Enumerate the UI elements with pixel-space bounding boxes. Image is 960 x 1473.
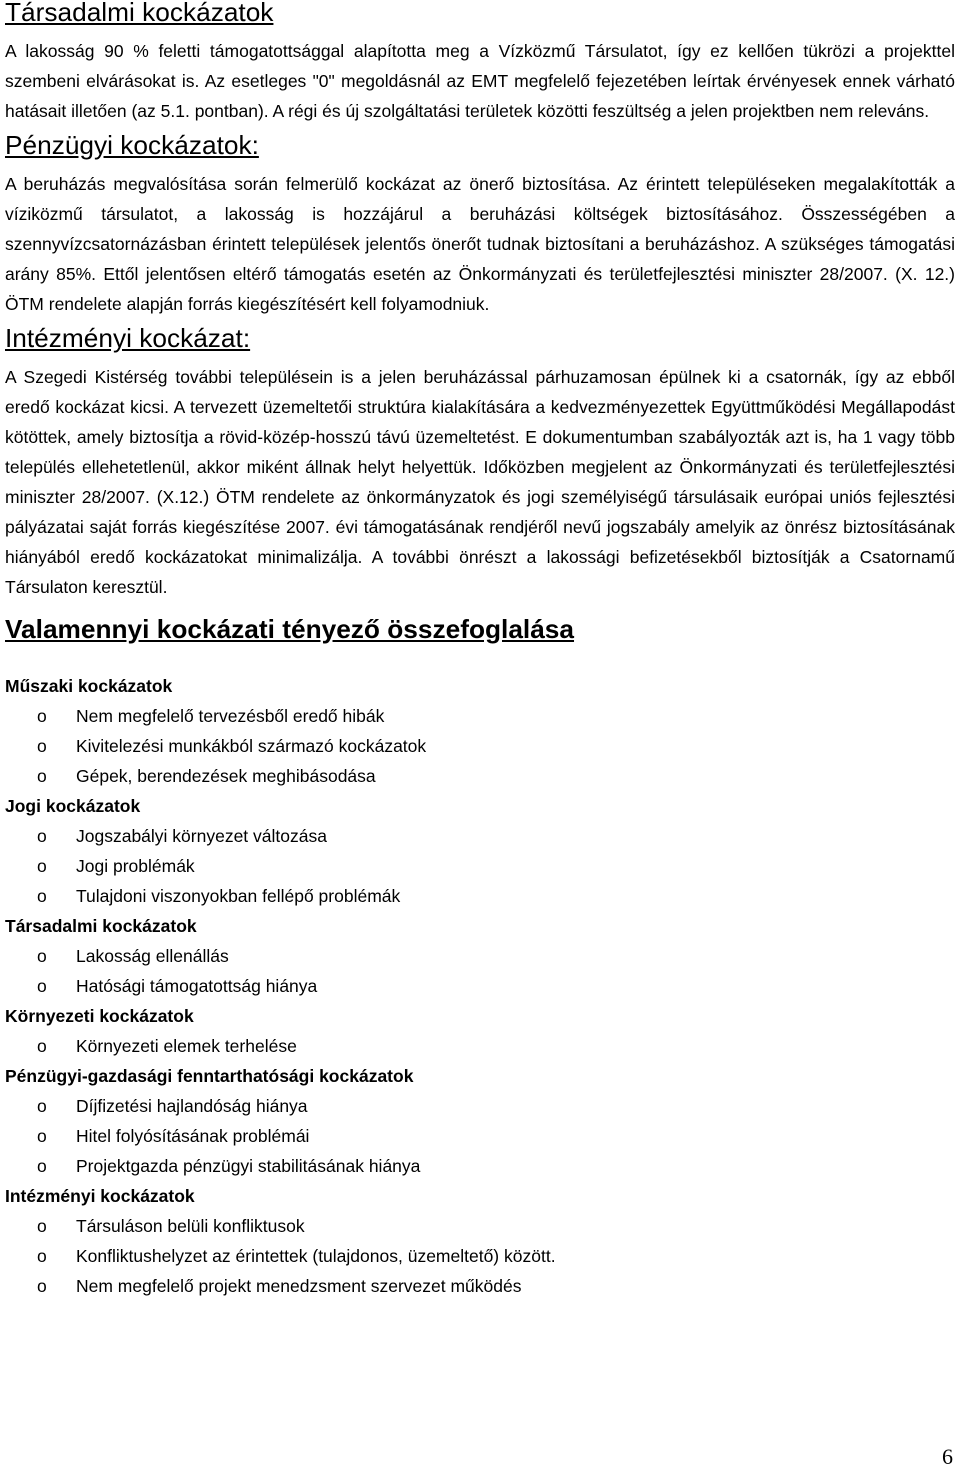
bullet-circle-icon: o [37, 1126, 47, 1146]
category-title: Társadalmi kockázatok [5, 916, 197, 936]
section-paragraph-financial-risks: A beruházás megvalósítása során felmerülő kockázat az önerő biztosítása. Az érintett településeken megalakították a víziközmű társulatot, a lakosság is hozzájárul a beruházási költségek biztosításához. Összességében a szennyvízcsatornázásban érintett települések jelentős önerőt tudnak biztosítani a beruházáshoz. A szükséges támogatási arány 85%. Ettől jelentősen eltérő támogatás esetén az Önkormányzati és területfejlesztési miniszter 28/2007. (X. 12.) ÖTM rendelete alapján forrás kiegészítésért kell folyamodniuk. [5, 174, 955, 314]
bullet-circle-icon: o [37, 886, 47, 906]
bullet-circle-icon: o [37, 1096, 47, 1116]
category-title: Környezeti kockázatok [5, 1006, 194, 1026]
list-item [5, 821, 955, 851]
list-item [5, 1091, 955, 1121]
list-item [5, 731, 955, 761]
document-page [5, 0, 955, 1301]
list-item-text: Gépek, berendezések meghibásodása [76, 766, 376, 786]
list-item-text: Konfliktushelyzet az érintettek (tulajdonos, üzemeltető) között. [76, 1246, 556, 1266]
bullet-circle-icon: o [37, 946, 47, 966]
category-items [5, 941, 955, 1001]
summary-list [5, 671, 955, 1301]
risk-category-financial-economic [5, 1061, 955, 1181]
risk-category-social [5, 911, 955, 1001]
list-item-text: Lakosság ellenállás [76, 946, 229, 966]
summary-title: Valamennyi kockázati tényező összefoglalása [5, 614, 575, 644]
risk-category-institutional [5, 1181, 955, 1301]
bullet-circle-icon: o [37, 1036, 47, 1056]
category-items [5, 1211, 955, 1301]
list-item [5, 1241, 955, 1271]
list-item-text: Társuláson belüli konfliktusok [76, 1216, 305, 1236]
list-item-text: Projektgazda pénzügyi stabilitásának hiánya [76, 1156, 421, 1176]
list-item-text: Jogi problémák [76, 856, 195, 876]
section-heading-financial-risks: Pénzügyi kockázatok: [5, 130, 259, 160]
list-item-text: Jogszabályi környezet változása [76, 826, 327, 846]
list-item-text: Környezeti elemek terhelése [76, 1036, 297, 1056]
category-items [5, 821, 955, 911]
section-heading-institutional-risk: Intézményi kockázat: [5, 323, 251, 353]
list-item [5, 701, 955, 731]
list-item-text: Kivitelezési munkákból származó kockázatok [76, 736, 427, 756]
category-title: Műszaki kockázatok [5, 676, 173, 696]
bullet-circle-icon: o [37, 976, 47, 996]
section-paragraph-social-risks: A lakosság 90 % feletti támogatottsággal alapította meg a Vízközmű Társulatot, így ez kellően tükrözi a projekttel szembeni elvárásokat is. Az esetleges "0" megoldásnál az EMT megfelelő fejezetében leírtak érvényesek ennek várható hatásait illetően (az 5.1. pontban). A régi és új szolgáltatási területek közötti feszültség a jelen projektben nem releváns. [5, 41, 955, 121]
list-item-text: Tulajdoni viszonyokban fellépő problémák [76, 886, 401, 906]
bullet-circle-icon: o [37, 1276, 47, 1296]
category-items [5, 1091, 955, 1181]
section-heading-social-risks: Társadalmi kockázatok [5, 0, 274, 27]
bullet-circle-icon: o [37, 1216, 47, 1236]
bullet-circle-icon: o [37, 706, 47, 726]
risk-category-environmental [5, 1001, 955, 1061]
list-item [5, 1211, 955, 1241]
list-item [5, 881, 955, 911]
section-paragraph-institutional-risk: A Szegedi Kistérség további településein is a jelen beruházással párhuzamosan épülnek ki a csatornák, így az ebből eredő kockázat kicsi. A tervezett üzemeltetői struktúra kialakítására a kedvezményezettek Együttműködési Megállapodást kötöttek, amely biztosítja a rövid-közép-hosszú távú üzemeltetést. E dokumentumban szabályozták azt is, ha 1 vagy több település ellehetetlenül, akkor miként állnak helyt helyettük. Időközben megjelent az Önkormányzati és területfejlesztési miniszter 28/2007. (X.12.) ÖTM rendelete az önkormányzatok és jogi személyiségű társulásaik európai uniós fejlesztési pályázatai saját forrás kiegészítése 2007. évi támogatásának rendjéről nevű jogszabály amelyik az önrész biztosításának hiányából eredő kockázatokat minimalizálja. A további önrészt a lakossági befizetésekből biztosítják a Csatornamű Társulaton keresztül. [5, 367, 955, 597]
page-number: 6 [942, 1444, 953, 1469]
list-item [5, 1031, 955, 1061]
bullet-circle-icon: o [37, 826, 47, 846]
bullet-circle-icon: o [37, 856, 47, 876]
list-item [5, 1121, 955, 1151]
category-items [5, 701, 955, 791]
bullet-circle-icon: o [37, 1246, 47, 1266]
category-title: Jogi kockázatok [5, 796, 141, 816]
category-title: Intézményi kockázatok [5, 1186, 195, 1206]
category-title: Pénzügyi-gazdasági fenntarthatósági kockázatok [5, 1066, 414, 1086]
bullet-circle-icon: o [37, 736, 47, 756]
bullet-circle-icon: o [37, 1156, 47, 1176]
list-item-text: Díjfizetési hajlandóság hiánya [76, 1096, 308, 1116]
list-item [5, 1151, 955, 1181]
list-item [5, 941, 955, 971]
risk-category-technical [5, 671, 955, 791]
risk-category-legal [5, 791, 955, 911]
list-item [5, 971, 955, 1001]
list-item-text: Nem megfelelő projekt menedzsment szervezet működés [76, 1276, 522, 1296]
list-item [5, 1271, 955, 1301]
bullet-circle-icon: o [37, 766, 47, 786]
list-item [5, 761, 955, 791]
list-item-text: Hatósági támogatottság hiánya [76, 976, 318, 996]
category-items [5, 1031, 955, 1061]
list-item-text: Nem megfelelő tervezésből eredő hibák [76, 706, 385, 726]
list-item-text: Hitel folyósításának problémái [76, 1126, 310, 1146]
list-item [5, 851, 955, 881]
